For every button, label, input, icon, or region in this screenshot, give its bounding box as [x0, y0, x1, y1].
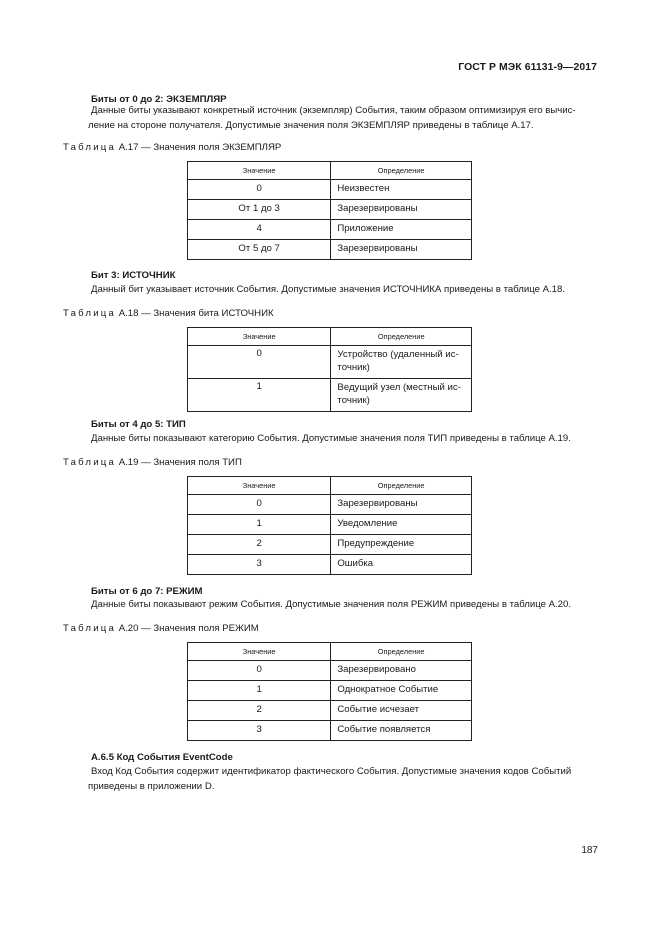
cell-value: 1 — [188, 515, 331, 535]
paragraph-line: Вход Код События содержит идентификатор фактического События. Допустимые значения кодов Событий — [91, 766, 572, 777]
table-row — [188, 555, 472, 575]
paragraph-mode: Данные биты показывают режим События. Допустимые значения поля РЕЖИМ приведены в таблице А.20. — [91, 599, 572, 610]
paragraph-line: ление на стороне получателя. Допустимые значения поля ЭКЗЕМПЛЯР приведены в таблице А.17. — [88, 120, 534, 131]
table-row — [188, 346, 472, 379]
section-heading-source: Бит 3: ИСТОЧНИК — [91, 270, 176, 281]
paragraph-line: Данные биты указывают конкретный источник (экземпляр) События, таким образом оптимизируя его вычис- — [91, 105, 576, 116]
cell-definition: Предупреждение — [331, 535, 472, 555]
document-header: ГОСТ Р МЭК 61131-9—2017 — [458, 62, 597, 73]
paragraph-eventcode — [88, 764, 599, 794]
table-row — [188, 240, 472, 260]
cell-definition: Неизвестен — [331, 180, 472, 200]
table-a18 — [187, 327, 472, 412]
column-header-value: Значение — [188, 328, 331, 346]
cell-value: 0 — [188, 495, 331, 515]
section-heading-mode: Биты от 6 до 7: РЕЖИМ — [91, 586, 203, 597]
column-header-definition: Определение — [331, 328, 472, 346]
cell-definition-line: точник) — [337, 395, 370, 406]
cell-value: От 1 до 3 — [188, 200, 331, 220]
cell-value: 3 — [188, 721, 331, 741]
caption-title: А.20 — Значения поля РЕЖИМ — [118, 623, 259, 634]
table-row — [188, 721, 472, 741]
paragraph-instance-cont — [88, 118, 599, 133]
table-row — [188, 681, 472, 701]
caption-label: Таблица — [63, 308, 117, 319]
caption-label: Таблица — [63, 623, 117, 634]
table-row — [188, 200, 472, 220]
paragraph-line: приведены в приложении D. — [88, 781, 215, 792]
table-row — [188, 220, 472, 240]
cell-value: 2 — [188, 701, 331, 721]
table-caption-a19 — [63, 457, 242, 470]
cell-definition-line: Устройство (удаленный ис- — [337, 349, 459, 360]
cell-definition: Событие появляется — [331, 721, 472, 741]
column-header-definition: Определение — [331, 643, 472, 661]
table-caption-a17 — [63, 142, 281, 155]
table-caption-a20 — [63, 623, 259, 636]
table-row — [188, 515, 472, 535]
cell-value: 0 — [188, 180, 331, 200]
cell-value: 1 — [188, 681, 331, 701]
cell-definition — [331, 379, 472, 412]
table-row — [188, 701, 472, 721]
paragraph-source: Данный бит указывает источник События. Допустимые значения ИСТОЧНИКА приведены в таблице А.18. — [91, 284, 565, 295]
table-row — [188, 661, 472, 681]
table-a17 — [187, 161, 472, 260]
column-header-definition: Определение — [331, 162, 472, 180]
table-caption-a18 — [63, 308, 274, 321]
cell-definition-line: Ведущий узел (местный ис- — [337, 382, 461, 393]
caption-label: Таблица — [63, 142, 117, 153]
cell-value: От 5 до 7 — [188, 240, 331, 260]
cell-definition-line: точник) — [337, 362, 370, 373]
cell-definition: Приложение — [331, 220, 472, 240]
cell-definition: Зарезервировано — [331, 661, 472, 681]
cell-value: 4 — [188, 220, 331, 240]
section-heading-eventcode: А.6.5 Код События EventCode — [91, 752, 233, 763]
paragraph-type: Данные биты показывают категорию События. Допустимые значения поля ТИП приведены в таблице А.19. — [91, 433, 571, 444]
table-row — [188, 535, 472, 555]
column-header-definition: Определение — [331, 477, 472, 495]
table-row — [188, 379, 472, 412]
caption-title: А.18 — Значения бита ИСТОЧНИК — [118, 308, 274, 319]
cell-definition: Событие исчезает — [331, 701, 472, 721]
caption-title: А.19 — Значения поля ТИП — [118, 457, 242, 468]
table-a20 — [187, 642, 472, 741]
paragraph-instance — [91, 103, 599, 118]
table-row — [188, 180, 472, 200]
column-header-value: Значение — [188, 162, 331, 180]
cell-value: 2 — [188, 535, 331, 555]
cell-definition: Зарезервированы — [331, 495, 472, 515]
section-heading-type: Биты от 4 до 5: ТИП — [91, 419, 186, 430]
column-header-value: Значение — [188, 643, 331, 661]
cell-definition: Зарезервированы — [331, 240, 472, 260]
caption-label: Таблица — [63, 457, 117, 468]
page-number: 187 — [581, 845, 598, 856]
cell-definition: Зарезервированы — [331, 200, 472, 220]
cell-value: 0 — [188, 661, 331, 681]
table-row — [188, 495, 472, 515]
cell-definition: Однократное Событие — [331, 681, 472, 701]
cell-value: 1 — [188, 379, 331, 412]
table-a19 — [187, 476, 472, 575]
cell-value: 0 — [188, 346, 331, 379]
cell-definition: Уведомление — [331, 515, 472, 535]
caption-title: А.17 — Значения поля ЭКЗЕМПЛЯР — [118, 142, 282, 153]
cell-definition — [331, 346, 472, 379]
column-header-value: Значение — [188, 477, 331, 495]
cell-value: 3 — [188, 555, 331, 575]
section-heading-instance: Биты от 0 до 2: ЭКЗЕМПЛЯР — [91, 94, 227, 105]
cell-definition: Ошибка — [331, 555, 472, 575]
